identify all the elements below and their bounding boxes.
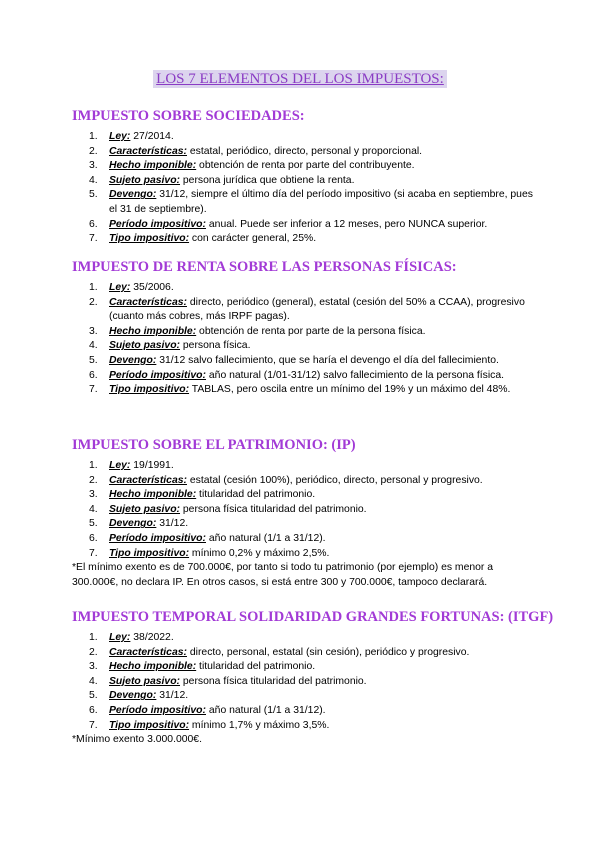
section-sociedades [72,108,542,247]
list-item [72,383,542,398]
list-item [72,488,542,503]
list-item [72,145,542,160]
list-item [72,719,542,734]
elements-list [72,631,542,733]
item-text: 31/12. [156,690,189,702]
item-label: Tipo impositivo: [109,233,190,245]
item-label: Ley: [109,632,131,643]
item-label: Características: [109,296,187,308]
item-text: anual. Puede ser inferior a 12 meses, pero NUNCA superior. [206,218,488,230]
list-item [72,532,542,547]
item-label: Hecho imponible: [109,325,197,337]
list-item [72,631,542,646]
item-text: obtención de renta por parte del contribuyente. [196,160,415,172]
item-label: Período impositivo: [109,369,206,381]
list-item [72,675,542,690]
item-label: Período impositivo: [109,532,206,544]
list-item [72,174,542,189]
elements-list [72,130,542,247]
list-item [72,517,542,532]
item-number: 4. [89,340,98,352]
item-number: 5. [89,354,98,366]
list-item [72,547,542,562]
item-text: mínimo 1,7% y máximo 3,5%. [189,719,330,731]
item-text: 31/12. [156,518,189,530]
item-label: Sujeto pasivo: [109,340,181,352]
item-text: 31/12, siempre el último día del período impositivo (si acaba en septiembre, pues el 31 de septiembre). [109,189,533,215]
section-itgf [72,609,554,748]
item-label: Devengo: [109,518,157,530]
item-text: año natural (1/1 a 31/12). [206,704,326,716]
item-text: estatal, periódico, directo, personal y proporcional. [186,145,423,157]
item-number: 7. [89,719,98,731]
list-item [72,325,542,340]
list-item [72,339,542,354]
item-text: persona física. [180,340,251,352]
item-text: directo, periódico (general), estatal (cesión del 50% a CCAA), progresivo (cuanto más cobres, más IRPF pagas). [109,296,525,323]
item-number: 6. [89,532,98,544]
list-item [72,704,542,719]
item-number: 5. [89,518,98,530]
item-label: Devengo: [109,354,157,366]
item-number: 3. [89,160,98,172]
item-text: con carácter general, 25%. [189,233,317,245]
list-item [72,130,542,145]
item-number: 7. [89,384,98,396]
item-text: titularidad del patrimonio. [196,489,316,501]
list-item [72,296,542,325]
item-label: Sujeto pasivo: [109,675,181,687]
item-text: persona física titularidad del patrimonio. [180,503,367,515]
item-number: 5. [89,189,98,201]
list-item [72,232,542,247]
section-patrimonio [72,437,542,590]
item-label: Características: [109,145,187,157]
item-label: Ley: [109,282,131,293]
item-text: mínimo 0,2% y máximo 2,5%. [189,547,330,559]
item-label: Hecho imponible: [109,160,197,172]
item-text: 35/2006. [130,282,174,293]
item-text: TABLAS, pero oscila entre un mínimo del 19% y un máximo del 48%. [189,384,511,396]
item-number: 3. [89,661,98,673]
item-label: Devengo: [109,690,157,702]
item-number: 7. [89,233,98,245]
item-label: Hecho imponible: [109,661,197,673]
item-label: Ley: [109,131,131,142]
item-text: 38/2022. [130,632,174,643]
elements-list [72,281,542,398]
item-label: Características: [109,474,187,486]
item-text: directo, personal, estatal (sin cesión), periódico y progresivo. [186,646,470,658]
item-label: Ley: [109,460,131,471]
list-item [72,459,542,474]
item-number: 4. [89,503,98,515]
item-text: año natural (1/01-31/12) salvo fallecimiento de la persona física. [206,369,505,381]
item-text: 31/12 salvo fallecimiento, que se haría el devengo el día del fallecimiento. [156,354,499,366]
item-number: 3. [89,325,98,337]
elements-list [72,459,542,561]
item-number: 7. [89,547,98,559]
item-label: Sujeto pasivo: [109,503,181,515]
item-label: Devengo: [109,189,157,201]
item-number: 4. [89,174,98,186]
item-number: 2. [89,145,98,157]
list-item [72,474,542,489]
footnote: *El mínimo exento es de 700.000€, por tanto si todo tu patrimonio (por ejemplo) es menor a 300.000€, no declara IP. En otros casos, si está entre 300 y 700.000€, tampoco declarará. [72,562,494,588]
footnote: *Mínimo exento 3.000.000€. [72,734,202,746]
item-number: 1. [89,632,98,643]
list-item [72,369,542,384]
item-number: 2. [89,646,98,658]
item-label: Tipo impositivo: [109,384,190,396]
item-text: obtención de renta por parte de la persona física. [196,325,426,337]
item-number: 1. [89,131,98,142]
item-number: 6. [89,704,98,716]
item-number: 5. [89,690,98,702]
item-text: año natural (1/1 a 31/12). [206,532,326,544]
list-item [72,689,542,704]
item-label: Período impositivo: [109,704,206,716]
item-label: Período impositivo: [109,218,206,230]
item-text: persona jurídica que obtiene la renta. [180,174,355,186]
item-number: 6. [89,369,98,381]
list-item [72,188,542,217]
item-text: persona física titularidad del patrimonio. [180,675,367,687]
list-item [72,646,542,661]
item-number: 2. [89,474,98,486]
item-text: 27/2014. [130,131,174,142]
item-label: Características: [109,646,187,658]
section-heading: IMPUESTO SOBRE SOCIEDADES: [72,108,305,124]
item-number: 1. [89,460,98,471]
section-irpf [72,259,542,398]
item-label: Hecho imponible: [109,489,197,501]
item-number: 4. [89,675,98,687]
item-number: 2. [89,296,98,308]
section-heading: IMPUESTO SOBRE EL PATRIMONIO: (IP) [72,437,356,453]
item-label: Tipo impositivo: [109,547,190,559]
list-item [72,281,542,296]
item-label: Sujeto pasivo: [109,174,181,186]
list-item [72,218,542,233]
item-number: 6. [89,218,98,230]
document-title-text: LOS 7 ELEMENTOS DEL LOS IMPUESTOS: [153,70,447,88]
item-text: titularidad del patrimonio. [196,661,316,673]
item-label: Tipo impositivo: [109,719,190,731]
list-item [72,660,542,675]
list-item [72,159,542,174]
item-text: 19/1991. [130,460,174,471]
section-heading: IMPUESTO TEMPORAL SOLIDARIDAD GRANDES FORTUNAS: (ITGF) [72,609,554,625]
item-number: 1. [89,282,98,293]
item-text: estatal (cesión 100%), periódico, directo, personal y progresivo. [186,474,483,486]
item-number: 3. [89,489,98,501]
document-title [0,70,600,88]
list-item [72,354,542,369]
section-heading: IMPUESTO DE RENTA SOBRE LAS PERSONAS FÍSICAS: [72,259,457,275]
list-item [72,503,542,518]
